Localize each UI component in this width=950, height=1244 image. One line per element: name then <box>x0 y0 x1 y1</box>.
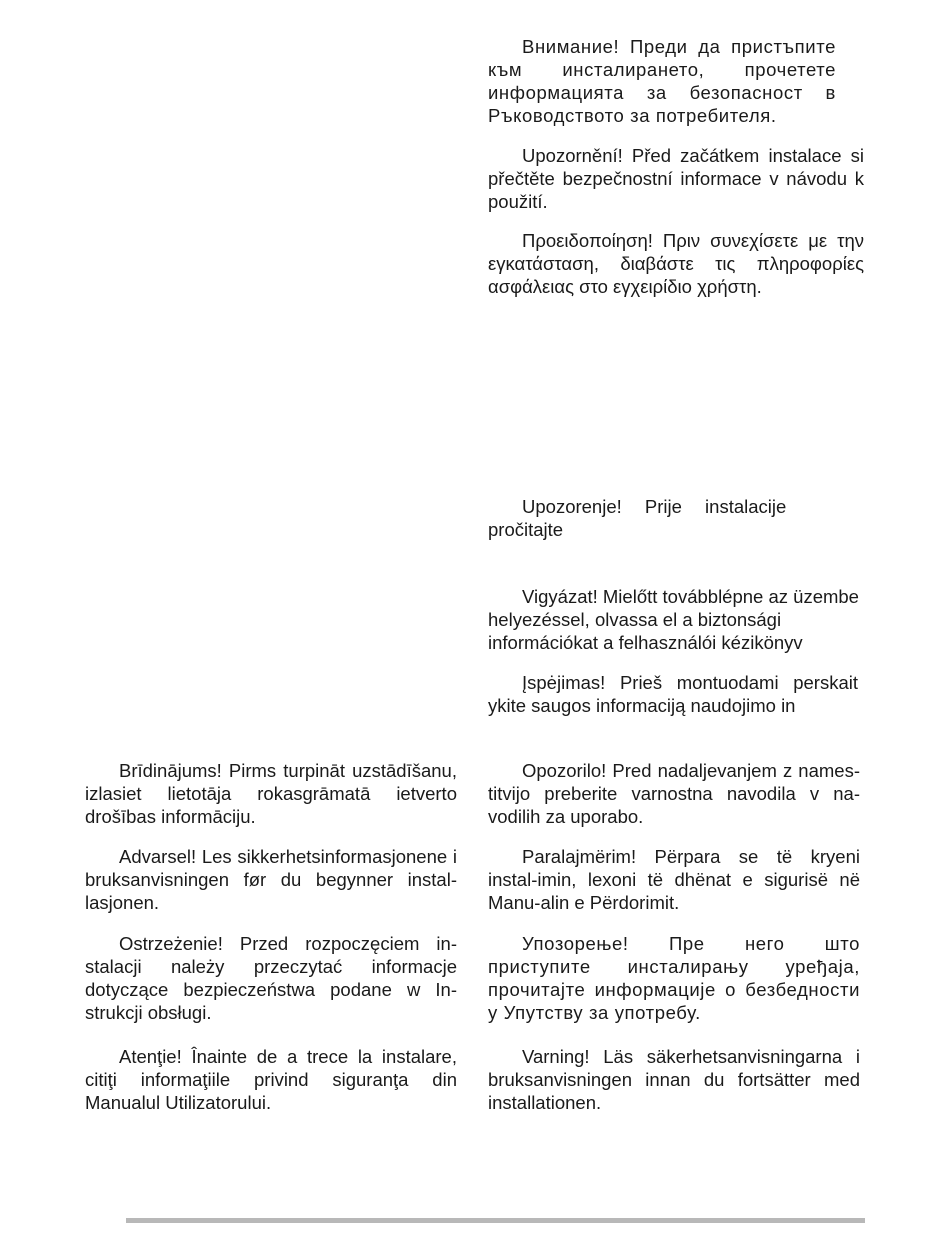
warning-paragraph-lithuanian: Įspėjimas! Prieš montuodami perskait ykite saugos informaciją naudojimo in <box>488 672 858 716</box>
warning-paragraph-latvian: Brīdinājums! Pirms turpināt uzstādīšanu, izlasiet lietotāja rokasgrāmatā ietverto drošības informāciju. <box>85 760 457 827</box>
bottom-divider <box>126 1218 865 1223</box>
warning-paragraph-albanian: Paralajmërim! Përpara se të kryeni instal-imin, lexoni të dhënat e sigurisë në Manu-alin e Përdorimit. <box>488 846 860 913</box>
warning-paragraph-hungarian: Vigyázat! Mielőtt továbblépne az üzembe helyezéssel, olvassa el a biztonsági információkat a felhasználói kézikönyv <box>488 586 859 653</box>
warning-paragraph-polish: Ostrzeżenie! Przed rozpoczęciem in-stalacji należy przeczytać informacje dotyczące bezpieczeństwa podane w In-strukcji obsługi. <box>85 933 457 1023</box>
warning-paragraph-serbian: Упозорење! Пре него што приступите инсталирању уређаја, прочитајте информације о безбедности у Упутству за употребу. <box>488 933 860 1023</box>
warning-paragraph-bulgarian: Внимание! Преди да пристъпите към инсталирането, прочетете информацията за безопасност в Ръководството за потребителя. <box>488 36 836 126</box>
warning-paragraph-norwegian: Advarsel! Les sikkerhetsinformasjonene i bruksanvisningen før du begynner instal-lasjonen. <box>85 846 457 913</box>
warning-paragraph-czech: Upozornění! Před začátkem instalace si přečtěte bezpečnostní informace v návodu k použití. <box>488 145 864 212</box>
warning-paragraph-greek: Προειδοποίηση! Πριν συνεχίσετε με την εγκατάσταση, διαβάστε τις πληροφορίες ασφάλειας στο εγχειρίδιο χρήστη. <box>488 230 864 297</box>
warning-paragraph-slovenian: Opozorilo! Pred nadaljevanjem z names-titvijo preberite varnostna navodila v na-vodilih za uporabo. <box>488 760 860 827</box>
warning-paragraph-croatian: Upozorenje! Prije instalacije pročitajte <box>488 496 787 540</box>
warning-paragraph-romanian: Atenţie! Înainte de a trece la instalare, citiţi informaţiile privind siguranţa din Manualul Utilizatorului. <box>85 1046 457 1113</box>
warning-paragraph-swedish: Varning! Läs säkerhetsanvisningarna i bruksanvisningen innan du fortsätter med installationen. <box>488 1046 860 1113</box>
